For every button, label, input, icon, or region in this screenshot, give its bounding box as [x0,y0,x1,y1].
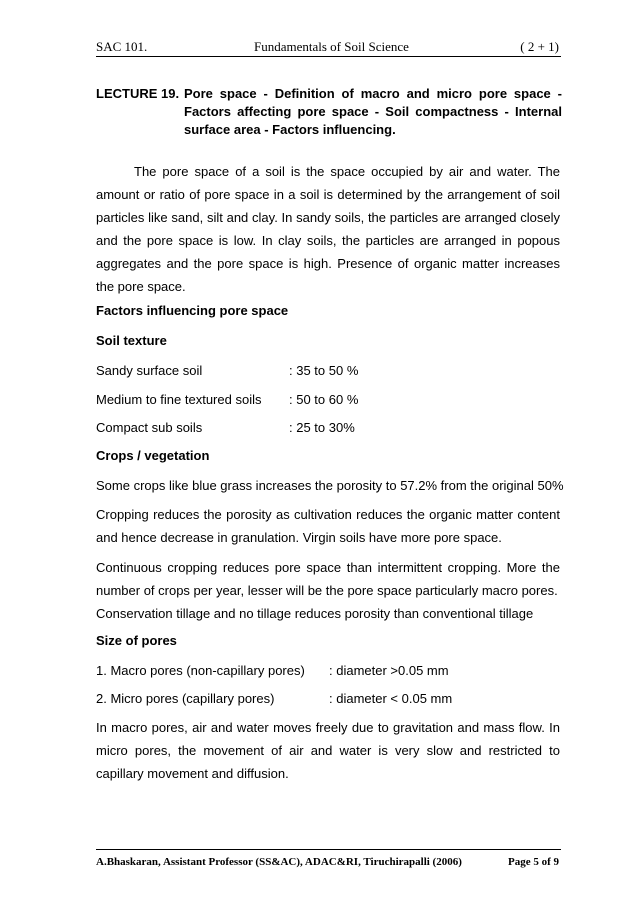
texture-row-sandy [96,363,359,378]
soil-texture-heading: Soil texture [96,333,167,348]
crops-heading: Crops / vegetation [96,448,210,463]
lecture-title: Pore space - Definition of macro and micro pore space - Factors affecting pore space - Soil compactness - Internal surface area - Factors influencing. [184,86,562,137]
texture-label: Sandy surface soil [96,363,203,378]
pore-label: 1. Macro pores (non-capillary pores) [96,663,305,678]
factors-heading: Factors influencing pore space [96,303,289,318]
pore-size-heading: Size of pores [96,633,177,648]
texture-label: Compact sub soils [96,420,203,435]
crops-paragraph-1: Some crops like blue grass increases the porosity to 57.2% from the original 50% [96,478,564,493]
pore-row-macro [96,663,449,678]
crops-paragraph-3: Continuous cropping reduces pore space than intermittent cropping. More the number of crops per year, lesser will be the pore space particularly macro pores. [96,560,560,598]
intro-paragraph: The pore space of a soil is the space occupied by air and water. The amount or ratio of pore space in a soil is determined by the arrangement of soil particles like sand, silt and clay. In sandy soils, the particles are arranged closely and the pore space is low. In clay soils, the particles are arranged in popous aggregates and the pore space is high. Presence of organic matter increases the pore space. [96,164,560,294]
pore-label: 2. Micro pores (capillary pores) [96,691,275,706]
course-title: Fundamentals of Soil Science [254,39,409,54]
texture-row-medium [96,392,359,407]
pores-paragraph: In macro pores, air and water moves freely due to gravitation and mass flow. In micro pores, the movement of air and water is very slow and restricted to capillary movement and diffusion. [96,720,560,781]
page-footer [96,849,561,868]
course-credits: ( 2 + 1) [520,39,559,54]
texture-label: Medium to fine textured soils [96,392,262,407]
course-code: SAC 101. [96,39,148,54]
crops-paragraph-2: Cropping reduces the porosity as cultivation reduces the organic matter content and hence decrease in granulation. Virgin soils have more pore space. [96,507,560,545]
texture-value: : 25 to 30% [289,420,355,435]
footer-author: A.Bhaskaran, Assistant Professor (SS&AC), ADAC&RI, Tiruchirapalli (2006) [96,856,462,868]
texture-value: : 50 to 60 % [289,392,359,407]
crops-paragraph-4: Conservation tillage and no tillage reduces porosity than conventional tillage [96,606,534,621]
texture-value: : 35 to 50 % [289,363,359,378]
pore-value: : diameter < 0.05 mm [329,691,453,706]
pore-row-micro [96,691,453,706]
page-number: Page 5 of 9 [507,856,559,868]
pore-value: : diameter >0.05 mm [329,663,449,678]
lecture-label: LECTURE 19. [96,86,180,101]
texture-row-compact [96,420,355,435]
page-header [96,38,561,57]
